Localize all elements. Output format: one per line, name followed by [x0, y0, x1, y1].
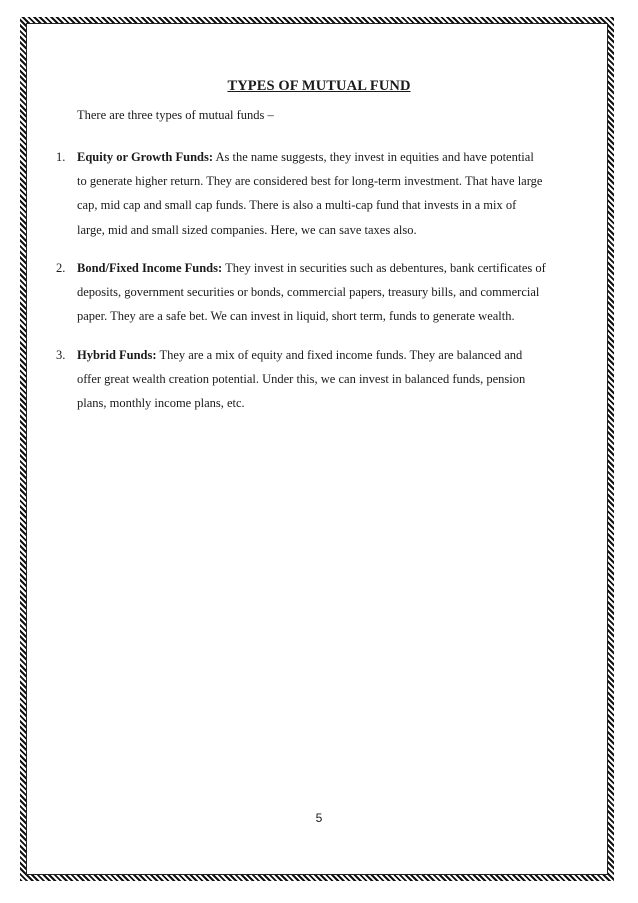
- list-item-equity-funds: [56, 150, 576, 247]
- page-title: TYPES OF MUTUAL FUND: [227, 78, 411, 94]
- list-number: 1.: [56, 150, 66, 164]
- list-text: to generate higher return. They are considered best for long-term investment. That have large: [77, 174, 543, 189]
- list-heading: Hybrid Funds:: [77, 348, 157, 362]
- list-item-hybrid-funds: [56, 348, 576, 421]
- list-text: They invest in securities such as debentures, bank certificates of: [225, 261, 546, 275]
- list-number: 3.: [56, 348, 66, 362]
- intro-text: There are three types of mutual funds –: [77, 108, 274, 122]
- list-heading: Equity or Growth Funds:: [77, 150, 214, 164]
- list-text: cap, mid cap and small cap funds. There is also a multi-cap fund that invests in a mix of: [77, 198, 517, 213]
- list-text: offer great wealth creation potential. Under this, we can invest in balanced funds, pension: [77, 372, 526, 387]
- page-number: 5: [315, 811, 323, 825]
- list-text: plans, monthly income plans, etc.: [77, 396, 245, 411]
- list-text: large, mid and small sized companies. Here, we can save taxes also.: [77, 222, 417, 237]
- list-text: deposits, government securities or bonds, commercial papers, treasury bills, and commercial: [77, 285, 540, 300]
- list-line: [77, 256, 576, 280]
- list-line: [77, 145, 576, 169]
- list-line: [77, 343, 576, 367]
- list-text: paper. They are a safe bet. We can invest in liquid, short term, funds to generate wealth.: [77, 309, 515, 324]
- list-text: They are a mix of equity and fixed income funds. They are balanced and: [159, 348, 523, 362]
- list-item-bond-funds: [56, 261, 576, 334]
- list-text: As the name suggests, they invest in equities and have potential: [215, 150, 534, 164]
- list-heading: Bond/Fixed Income Funds:: [77, 261, 223, 275]
- list-number: 2.: [56, 261, 66, 275]
